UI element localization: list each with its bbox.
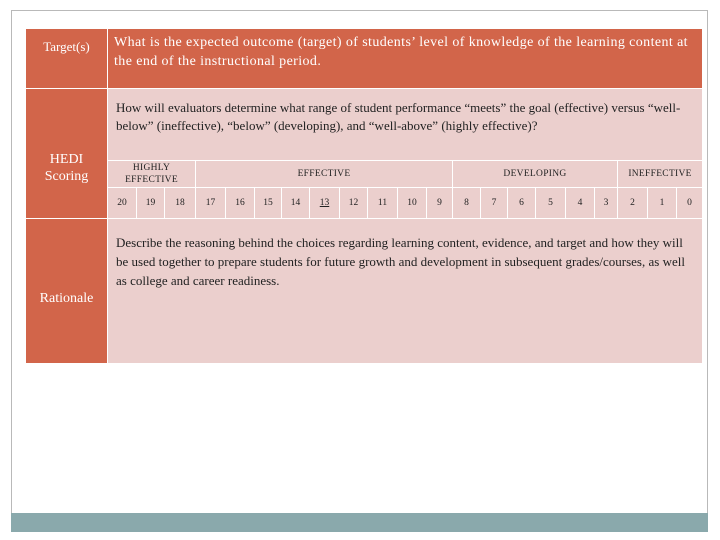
score-cell: 0 <box>677 188 703 219</box>
score-cell: 14 <box>282 188 310 219</box>
rubric-table-wrap <box>25 28 702 364</box>
score-cell: 16 <box>226 188 255 219</box>
hedi-question: How will evaluators determine what range of student performance “meets” the goal (effective) versus “well-below” (ineffective), “below” (developing), and “well-above” (highly effective)? <box>108 89 703 161</box>
rationale-label: Rationale <box>26 219 108 364</box>
score-cell: 12 <box>340 188 368 219</box>
bottom-accent-bar <box>11 513 708 532</box>
score-cell: 20 <box>108 188 137 219</box>
hedi-label-text: HEDI Scoring <box>44 152 89 184</box>
score-cell: 19 <box>137 188 165 219</box>
score-cell: 2 <box>618 188 648 219</box>
score-cell: 7 <box>481 188 508 219</box>
score-cell: 1 <box>648 188 677 219</box>
score-cell: 10 <box>398 188 427 219</box>
score-cell: 8 <box>453 188 481 219</box>
band-ineffective: INEFFECTIVE <box>618 161 703 188</box>
score-cell: 3 <box>595 188 618 219</box>
target-row <box>26 29 703 89</box>
band-highly-effective: HIGHLY EFFECTIVE <box>108 161 196 188</box>
band-developing: DEVELOPING <box>453 161 618 188</box>
target-label: Target(s) <box>26 29 108 89</box>
rationale-row <box>26 219 703 364</box>
score-cell: 11 <box>368 188 398 219</box>
hedi-label <box>26 89 108 219</box>
rubric-table <box>25 28 703 364</box>
rationale-text: Describe the reasoning behind the choices regarding learning content, evidence, and target and how they will be used together to prepare students for future growth and development in subsequent grades/courses, as well as college and career readiness. <box>108 219 703 364</box>
score-cell: 17 <box>196 188 226 219</box>
score-cell: 9 <box>427 188 453 219</box>
hedi-question-row <box>26 89 703 161</box>
score-cell: 4 <box>566 188 595 219</box>
score-cell: 18 <box>165 188 196 219</box>
score-cell: 15 <box>255 188 282 219</box>
target-text: What is the expected outcome (target) of students’ level of knowledge of the learning content at the end of the instructional period. <box>108 29 703 89</box>
score-cell: 5 <box>536 188 566 219</box>
score-cell: 6 <box>508 188 536 219</box>
hedi-score-row <box>26 188 703 219</box>
band-effective: EFFECTIVE <box>196 161 453 188</box>
hedi-band-row <box>26 161 703 188</box>
score-cell-underlined: 13 <box>310 188 340 219</box>
